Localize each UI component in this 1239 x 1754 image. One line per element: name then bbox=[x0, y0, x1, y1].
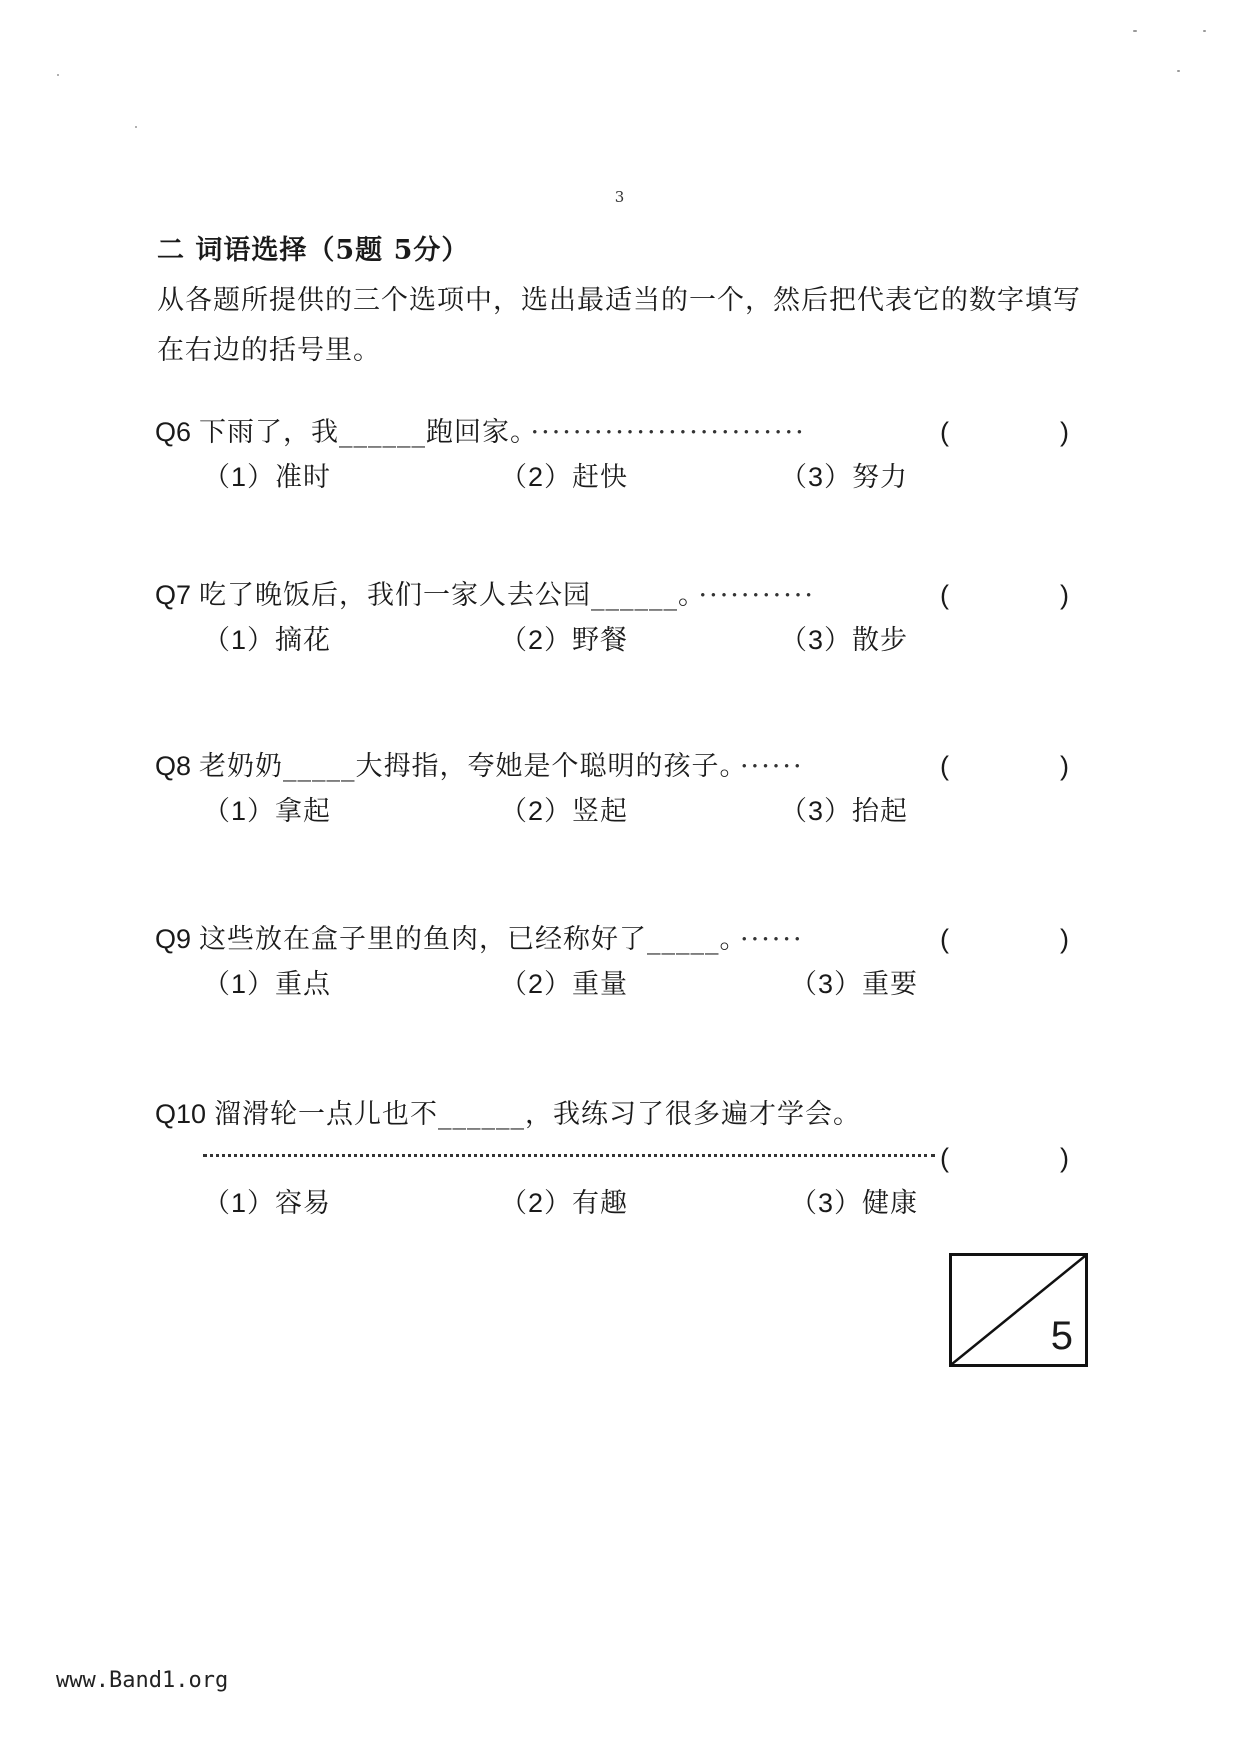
answer-paren-open: ( bbox=[940, 580, 949, 610]
option-1: （1）拿起 bbox=[203, 796, 332, 827]
dotted-leader: ······ bbox=[740, 751, 804, 782]
answer-paren-open: ( bbox=[940, 751, 949, 781]
answer-slot[interactable] bbox=[963, 579, 1053, 613]
question-number: Q6 bbox=[155, 417, 192, 447]
scan-speck bbox=[57, 74, 59, 76]
answer-paren-open: ( bbox=[940, 417, 949, 447]
scan-speck bbox=[1133, 30, 1137, 32]
options-row bbox=[155, 1180, 1085, 1226]
scan-speck bbox=[135, 126, 137, 128]
question-number: Q7 bbox=[155, 580, 192, 610]
options-row bbox=[155, 961, 1085, 1007]
question-text: 下雨了，我______跑回家。 bbox=[199, 417, 525, 448]
section-instructions: 从各题所提供的三个选项中，选出最适当的一个，然后把代表它的数字填写在右边的括号里。 bbox=[157, 285, 1081, 366]
option-1: （1）摘花 bbox=[203, 625, 332, 656]
option-2: （2）有趣 bbox=[500, 1188, 629, 1219]
answer-paren-close: ) bbox=[1060, 751, 1069, 781]
question-q8 bbox=[155, 744, 1085, 834]
option-2: （2）赶快 bbox=[500, 462, 629, 493]
scan-speck bbox=[1177, 70, 1180, 72]
question-line bbox=[155, 573, 1085, 617]
page-number: 3 bbox=[614, 188, 625, 206]
question-text: 这些放在盒子里的鱼肉，已经称好了_____。 bbox=[199, 924, 735, 955]
question-number: Q8 bbox=[155, 751, 192, 781]
answer-paren-close: ) bbox=[1060, 924, 1069, 954]
question-q10 bbox=[155, 1092, 1085, 1226]
option-1: （1）准时 bbox=[203, 462, 332, 493]
answer-slot[interactable] bbox=[963, 1142, 1053, 1176]
option-1: （1）容易 bbox=[203, 1188, 332, 1219]
question-text: 溜滑轮一点儿也不______，我练习了很多遍才学会。 bbox=[214, 1099, 862, 1130]
answer-paren-close: ) bbox=[1060, 1143, 1069, 1173]
option-3: （3）健康 bbox=[790, 1188, 919, 1219]
answer-slot[interactable] bbox=[963, 750, 1053, 784]
option-2: （2）竖起 bbox=[500, 796, 629, 827]
section-title: 二 词语选择（5题 5分） bbox=[157, 235, 470, 266]
question-text: 吃了晚饭后，我们一家人去公园______。 bbox=[199, 580, 693, 611]
options-row bbox=[155, 617, 1085, 663]
answer-paren-open: ( bbox=[940, 1143, 949, 1173]
question-text: 老奶奶_____大拇指，夸她是个聪明的孩子。 bbox=[199, 751, 735, 782]
question-line bbox=[155, 744, 1085, 788]
footer-watermark: www.Band1.org bbox=[56, 1668, 229, 1693]
score-box bbox=[949, 1253, 1088, 1367]
question-line bbox=[155, 917, 1085, 961]
score-total: 5 bbox=[1050, 1314, 1073, 1358]
dotted-leader: ······ bbox=[740, 924, 804, 955]
answer-slot[interactable] bbox=[963, 416, 1053, 450]
dotted-leader: ·························· bbox=[530, 417, 806, 448]
option-1: （1）重点 bbox=[203, 969, 332, 1000]
dotted-leader bbox=[203, 1154, 935, 1157]
options-row bbox=[155, 788, 1085, 834]
answer-paren-open: ( bbox=[940, 924, 949, 954]
question-number: Q10 bbox=[155, 1099, 207, 1129]
dotted-leader-line bbox=[155, 1136, 1085, 1180]
question-number: Q9 bbox=[155, 924, 192, 954]
scan-speck bbox=[1203, 30, 1206, 32]
answer-paren-close: ) bbox=[1060, 580, 1069, 610]
option-2: （2）重量 bbox=[500, 969, 629, 1000]
answer-paren-close: ) bbox=[1060, 417, 1069, 447]
answer-slot[interactable] bbox=[963, 923, 1053, 957]
question-q9 bbox=[155, 917, 1085, 1007]
option-3: （3）散步 bbox=[780, 625, 909, 656]
option-3: （3）抬起 bbox=[780, 796, 909, 827]
question-q6 bbox=[155, 410, 1085, 500]
dotted-leader: ··········· bbox=[698, 580, 815, 611]
option-3: （3）努力 bbox=[780, 462, 909, 493]
question-line bbox=[155, 1092, 1085, 1136]
option-3: （3）重要 bbox=[790, 969, 919, 1000]
options-row bbox=[155, 454, 1085, 500]
question-q7 bbox=[155, 573, 1085, 663]
question-line bbox=[155, 410, 1085, 454]
option-2: （2）野餐 bbox=[500, 625, 629, 656]
